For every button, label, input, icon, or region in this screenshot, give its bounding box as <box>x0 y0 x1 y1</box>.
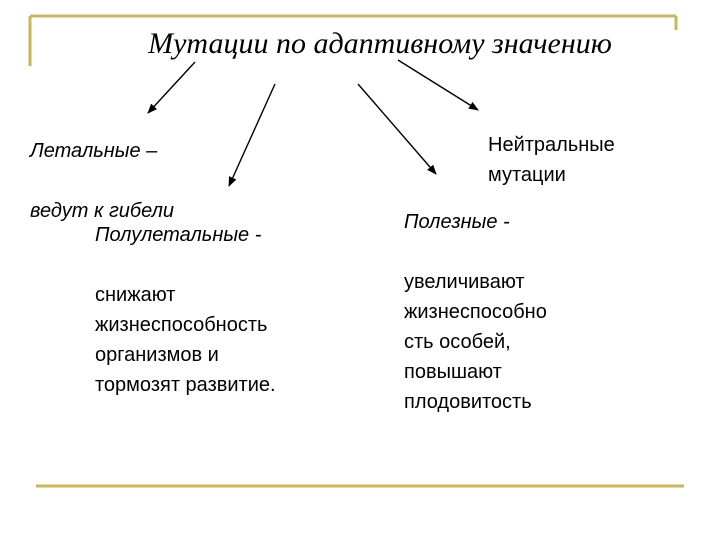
useful-description: увеличивают жизнеспособно сть особей, повышают плодовитость <box>404 271 547 413</box>
slide-title: Мутации по адаптивному значению <box>148 27 612 60</box>
semi-lethal-box <box>95 190 276 430</box>
lethal-heading: Летальные – <box>30 140 158 162</box>
semi-lethal-description: снижают жизнеспособность организмов и тормозят развитие. <box>95 284 276 396</box>
arrow-to-neutral <box>398 60 478 110</box>
lethal-description: ведут к гибели <box>30 200 175 222</box>
useful-heading: Полезные - <box>404 211 510 233</box>
semi-lethal-heading: Полулетальные - <box>95 224 262 246</box>
useful-box <box>404 177 547 447</box>
arrow-to-semi-lethal <box>229 84 275 186</box>
neutral-heading: Нейтральные мутации <box>488 134 615 186</box>
arrow-to-useful <box>358 84 436 174</box>
